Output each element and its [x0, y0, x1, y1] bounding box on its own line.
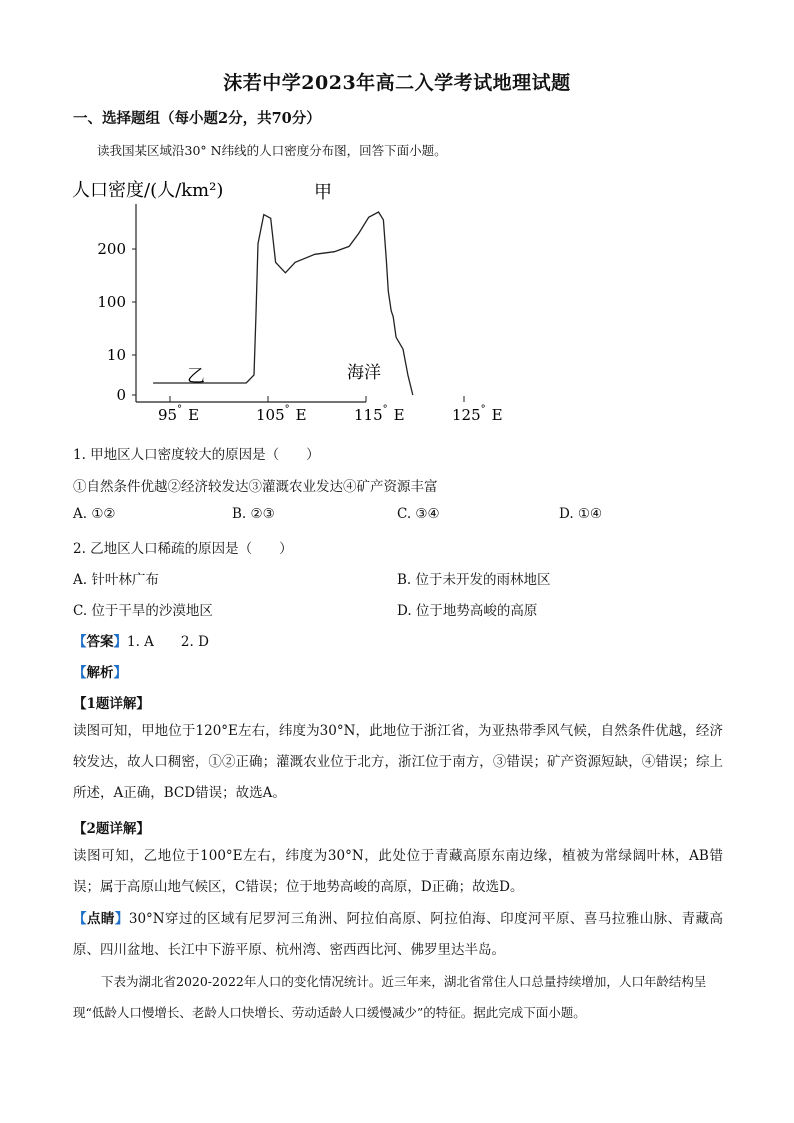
section-heading: 一、选择题组（每小题2分，共70分） — [73, 110, 321, 127]
q1-stem: 1. 甲地区人口密度较大的原因是（ ） — [73, 447, 320, 463]
detail2-text: 读图可知，乙地位于100°E左右，纬度为30°N，此处位于青藏高原东南边缘，植被为常绿阔叶林，AB错误；属于高原山地气候区，C错误；位于地势高峻的高原，D正确；故选D。 — [73, 848, 723, 895]
answer-text: 1. A 2. D — [127, 634, 209, 650]
q2-option-a[interactable]: A. 针叶林广布 — [73, 572, 159, 588]
tip-text: 30°N穿过的区域有尼罗河三角洲、阿拉伯高原、阿拉伯海、印度河平原、喜马拉雅山脉、青藏高原、四川盆地、长江中下游平原、杭州湾、密西西比河、佛罗里达半岛。 — [73, 911, 724, 958]
tip-bracket-close: 】 — [114, 911, 129, 927]
annotation-yi: 乙 — [187, 366, 205, 387]
q1-option-a[interactable]: A. ①② — [73, 506, 116, 522]
answer-line — [73, 630, 209, 650]
page-title: 沫若中学2023年高二入学考试地理试题 — [223, 72, 571, 94]
x-tick-label: 95° E — [158, 404, 200, 424]
y-tick-label: 100 — [97, 293, 126, 311]
detail1-text: 读图可知，甲地位于120°E左右，纬度为30°N，此地位于浙江省，为亚热带季风气候，自然条件优越，经济较发达，故人口稠密，①②正确；灌溉农业位于北方，浙江位于南方，③错误；矿产资源短缺，④错误；综上所述，A正确，BCD错误；故选A。 — [73, 723, 723, 801]
analysis-label: 解析 — [86, 665, 114, 681]
annotation-ocean: 海洋 — [347, 363, 381, 383]
chart-ylabel: 人口密度/(人/km²) — [72, 180, 224, 201]
q1-option-c[interactable]: C. ③④ — [397, 506, 440, 522]
q2-option-d[interactable]: D. 位于地势高峻的高原 — [397, 603, 538, 619]
tip-paragraph — [73, 904, 723, 966]
q1-option-b[interactable]: B. ②③ — [232, 506, 275, 522]
analysis-bracket-open: 【 — [73, 665, 87, 681]
detail2-label: 【2题详解】 — [73, 821, 150, 837]
q1-option-d[interactable]: D. ①④ — [559, 506, 603, 522]
question-intro: 读我国某区域沿30° N纬线的人口密度分布图，回答下面小题。 — [97, 143, 447, 158]
x-tick-label: 105° E — [256, 404, 307, 424]
q2-option-c[interactable]: C. 位于干旱的沙漠地区 — [73, 603, 213, 619]
q1-choices: ①自然条件优越②经济较发达③灌溉农业发达④矿产资源丰富 — [73, 479, 438, 495]
x-tick-label: 115° E — [354, 404, 405, 424]
y-tick-label: 10 — [106, 346, 126, 364]
q2-option-b[interactable]: B. 位于未开发的雨林地区 — [397, 572, 551, 588]
tip-label: 点睛 — [86, 911, 115, 927]
annotation-jia: 甲 — [314, 182, 332, 203]
population-density-chart — [66, 172, 503, 424]
analysis-bracket-close: 】 — [113, 665, 127, 681]
q2-stem: 2. 乙地区人口稀疏的原因是（ ） — [73, 541, 293, 557]
x-tick-label: 125° E — [452, 404, 503, 424]
y-tick-label: 0 — [116, 386, 126, 404]
answer-label: 答案 — [86, 634, 114, 650]
y-tick-label: 200 — [97, 240, 126, 258]
tip-bracket-open: 【 — [73, 911, 87, 927]
answer-bracket-close: 】 — [113, 634, 127, 650]
question-intro-2: 下表为湖北省2020-2022年人口的变化情况统计。近三年来，湖北省常住人口总量持续增加，人口年龄结构呈现“低龄人口慢增长、老龄人口快增长、劳动适龄人口缓慢减少”的特征。据此完成下面小题。 — [73, 974, 707, 1020]
answer-bracket-open: 【 — [73, 634, 87, 650]
analysis-heading — [73, 661, 127, 681]
detail1-label: 【1题详解】 — [73, 696, 150, 712]
